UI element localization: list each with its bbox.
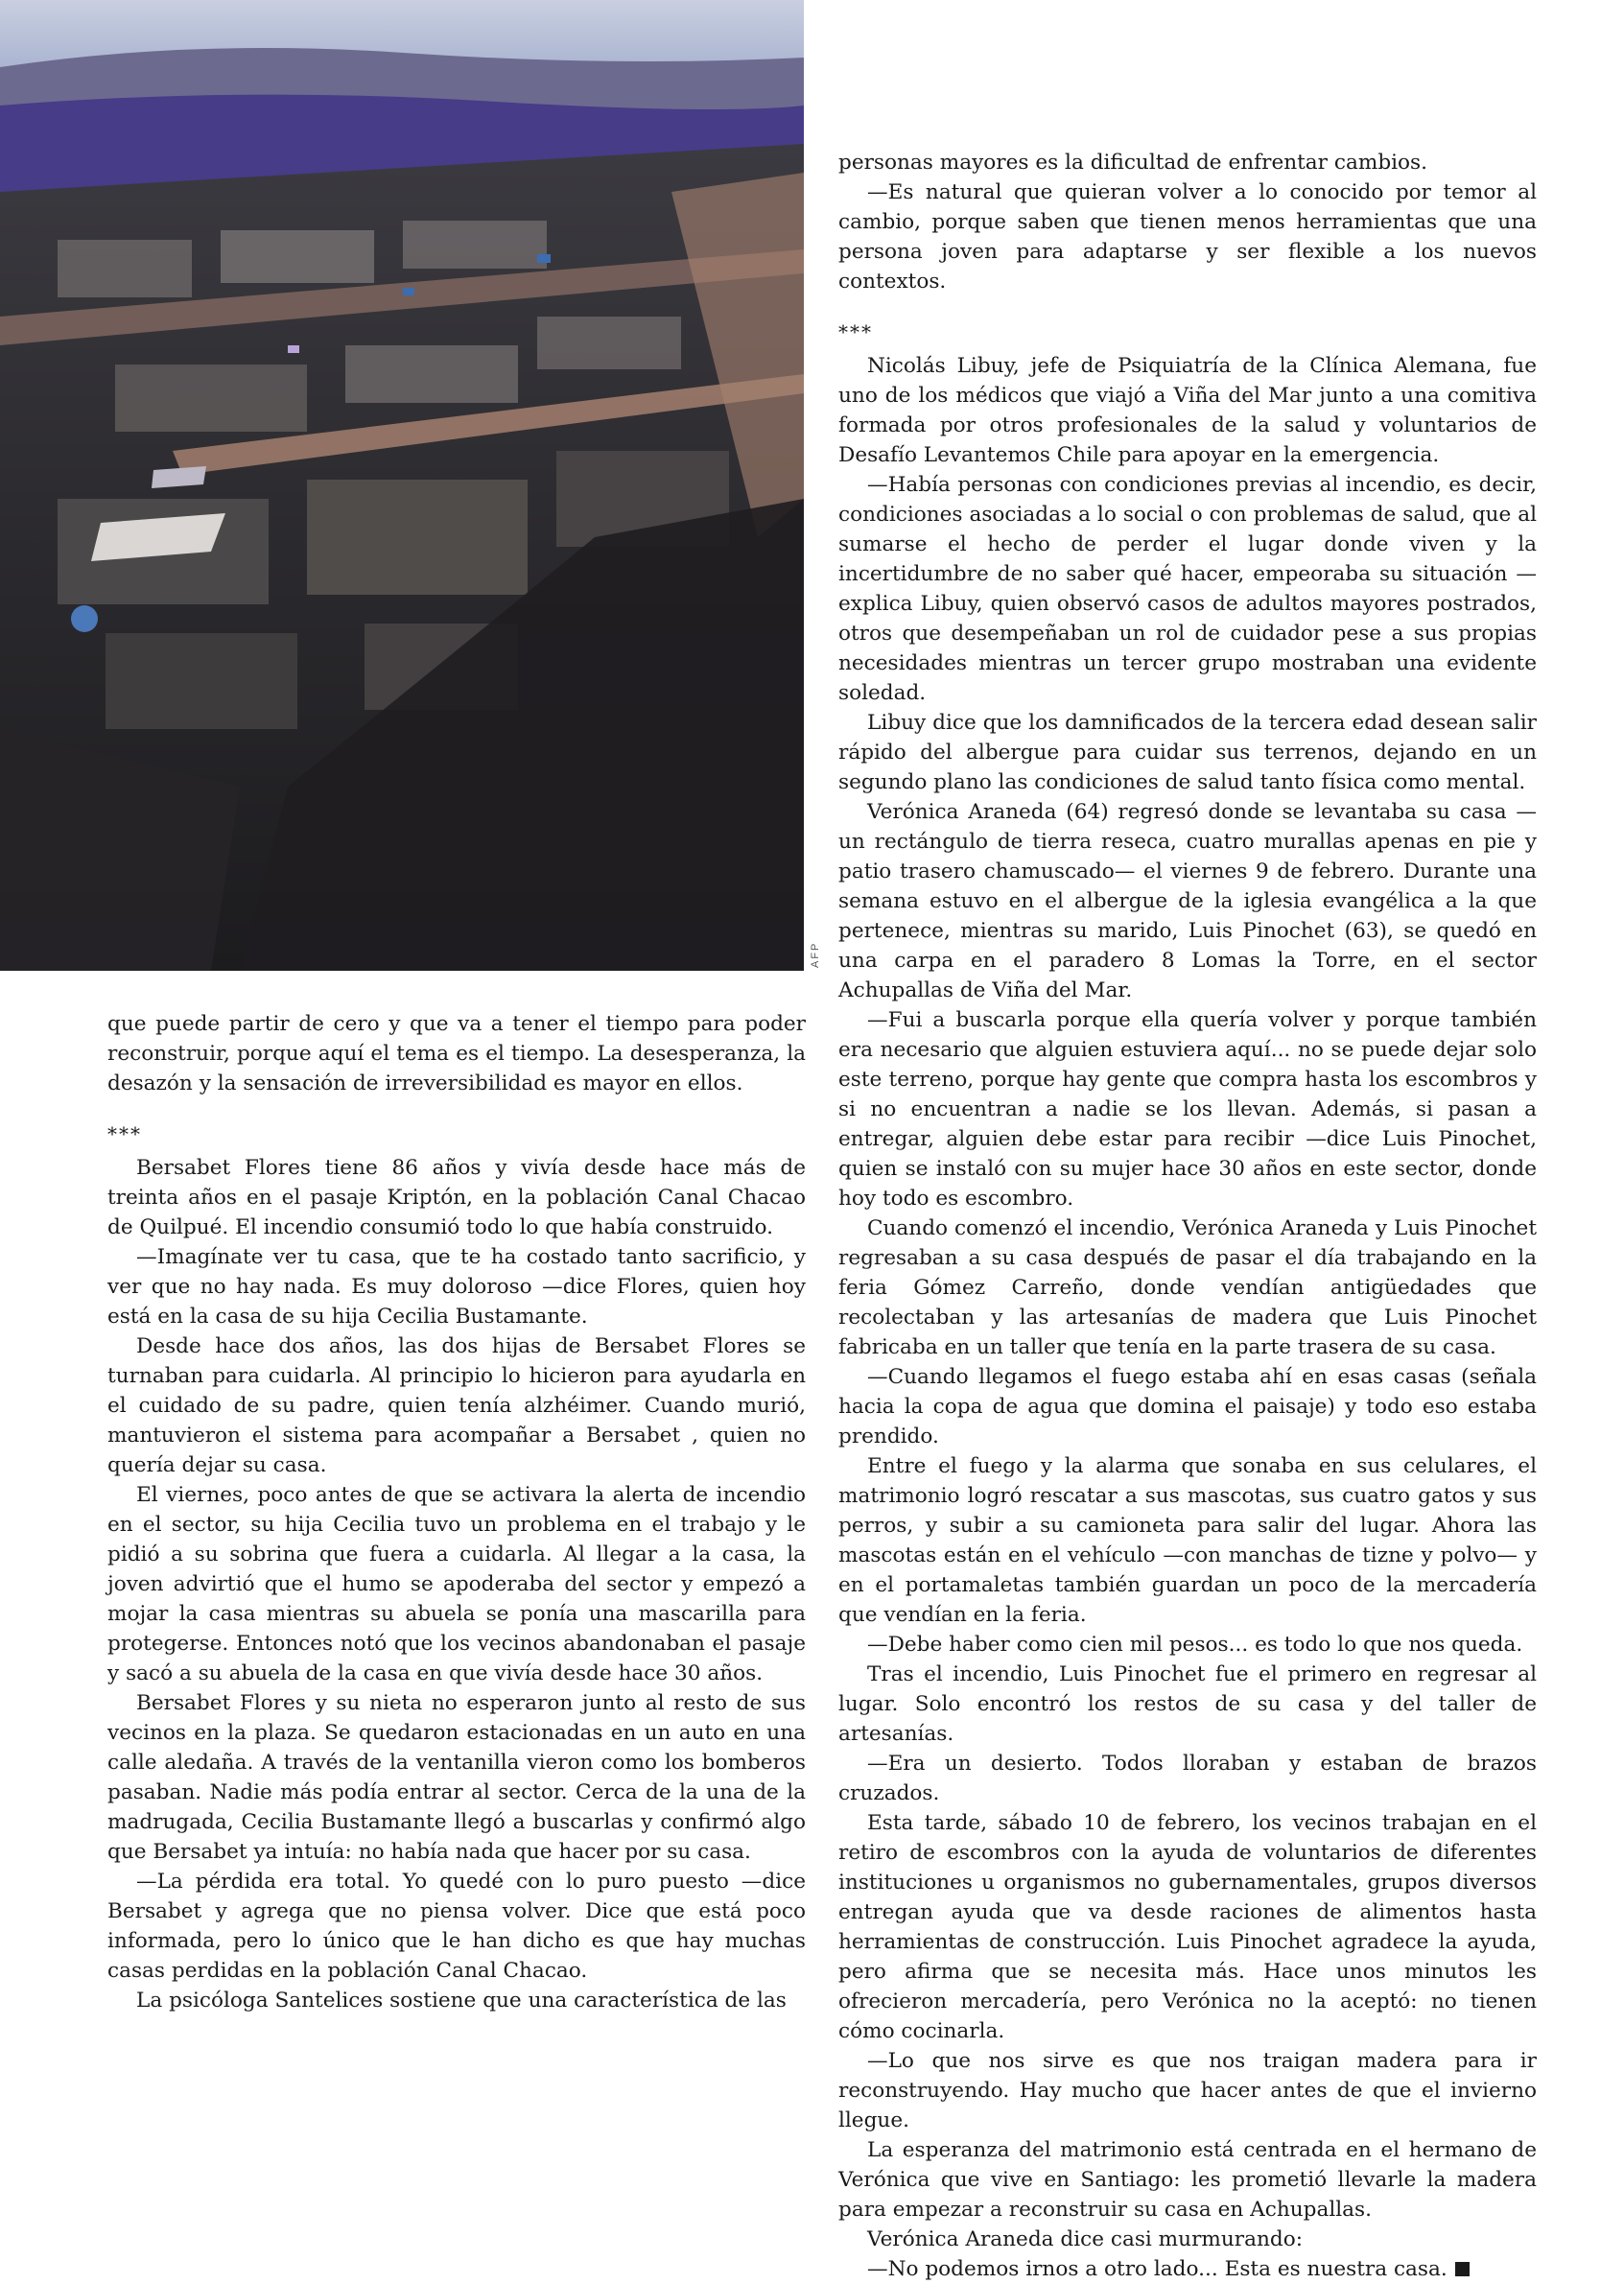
paragraph: —Había personas con condiciones previas al incendio, es decir, condiciones asociadas a lo social o con problemas de salud, que al sumarse el hecho de perder el lugar donde viven y la incertidumbre de no saber qué hacer, empeoraba su situación —explica Libuy, quien observó casos de adultos mayores postrados, otros que desempeñaban un rol de cuidador pese a sus propias necesidades mientras un tercer grupo mostraban una evidente soledad. [838, 473, 1537, 705]
article-left-column [107, 1009, 806, 2015]
paragraph: Bersabet Flores tiene 86 años y vivía desde hace más de treinta años en el pasaje Kriptón, en la población Canal Chacao de Quilpué. El incendio consumió todo lo que había construido. [107, 1156, 806, 1239]
paragraph: —Es natural que quieran volver a lo conocido por temor al cambio, porque saben que tienen menos herramientas que una persona joven para adaptarse y ser flexible a los nuevos contextos. [838, 180, 1537, 294]
paragraph: La psicóloga Santelices sostiene que una característica de las [136, 1989, 787, 2013]
end-of-article-icon [1455, 2262, 1470, 2276]
burned-hillside-photo [0, 0, 804, 971]
paragraph: —Era un desierto. Todos lloraban y estaban de brazos cruzados. [838, 1752, 1537, 1805]
photo-illustration [0, 0, 804, 971]
paragraph-final [838, 2254, 1537, 2284]
paragraph: Verónica Araneda (64) regresó donde se levantaba su casa —un rectángulo de tierra reseca, cuatro murallas apenas en pie y patio trasero chamuscado— el viernes 9 de febrero. Durante una semana estuvo en el albergue de la iglesia evangélica a la que pertenece, mientras su marido, Luis Pinochet (63), se quedó en una carpa en el paradero 8 Lomas la Torre, en el sector Achupallas de Viña del Mar. [838, 800, 1537, 1002]
paragraph: —Lo que nos sirve es que nos traigan madera para ir reconstruyendo. Hay mucho que hacer antes de que el invierno llegue. [838, 2049, 1537, 2132]
paragraph: que puede partir de cero y que va a tener el tiempo para poder reconstruir, porque aquí el tema es el tiempo. La desesperanza, la desazón y la sensación de irreversibilidad es mayor en ellos. [107, 1012, 806, 1095]
final-quote: —No podemos irnos a otro lado... Esta es nuestra casa. [867, 2257, 1447, 2281]
article-right-column [838, 148, 1537, 2284]
paragraph: —Imagínate ver tu casa, que te ha costado tanto sacrificio, y ver que no hay nada. Es muy doloroso —dice Flores, quien hoy está en la casa de su hija Cecilia Bustamante. [107, 1245, 806, 1329]
paragraph: —Fui a buscarla porque ella quería volver y porque también era necesario que alguien estuviera aquí... no se puede dejar solo este terreno, porque hay gente que compra hasta los escombros y si no encuentran a nadie se los llevan. Además, si pasan a entregar, alguien debe estar para recibir —dice Luis Pinochet, quien se instaló con su mujer hace 30 años en este sector, donde hoy todo es escombro. [838, 1008, 1537, 1211]
paragraph: —Debe haber como cien mil pesos... es todo lo que nos queda. [867, 1633, 1523, 1657]
paragraph: Tras el incendio, Luis Pinochet fue el primero en regresar al lugar. Solo encontró los restos de su casa y del taller de artesanías. [838, 1662, 1537, 1746]
paragraph: Bersabet Flores y su nieta no esperaron junto al resto de sus vecinos en la plaza. Se quedaron estacionadas en un auto en una calle aledaña. A través de la ventanilla vieron como los bomberos pasaban. Nadie más podía entrar al sector. Cerca de la una de la madrugada, Cecilia Bustamante llegó a buscarlas y confirmó algo que Bersabet ya intuía: no había nada que hacer por su casa. [107, 1691, 806, 1864]
paragraph: —Cuando llegamos el fuego estaba ahí en esas casas (señala hacia la copa de agua que domina el paisaje) y todo eso estaba prendido. [838, 1365, 1537, 1448]
photo-credit: AFP [810, 941, 821, 968]
paragraph: Cuando comenzó el incendio, Verónica Araneda y Luis Pinochet regresaban a su casa después de pasar el día trabajando en la feria Gómez Carreño, donde vendían antigüedades que recolectaban y las artesanías de madera que Luis Pinochet fabricaba en un taller que tenía en la parte trasera de su casa. [838, 1216, 1537, 1359]
paragraph: Desde hace dos años, las dos hijas de Bersabet Flores se turnaban para cuidarla. Al principio lo hicieron para ayudarla en el cuidado de su padre, quien tenía alzhéimer. Cuando murió, mantuvieron el sistema para acompañar a Bersabet , quien no quería dejar su casa. [107, 1334, 806, 1477]
paragraph: —La pérdida era total. Yo quedé con lo puro puesto —dice Bersabet y agrega que no piensa volver. Dice que está poco informada, pero lo único que le han dicho es que hay muchas casas perdidas en la población Canal Chacao. [107, 1870, 806, 1983]
section-separator: *** [838, 320, 873, 343]
paragraph: El viernes, poco antes de que se activara la alerta de incendio en el sector, su hija Cecilia tuvo un problema en el trabajo y le pidió a su sobrina que fuera a cuidarla. Al llegar a la casa, la joven advirtió que el humo se apoderaba del sector y empezó a mojar la casa mientras su abuela se ponía una mascarilla para protegerse. Entonces notó que los vecinos abandonaban el pasaje y sacó a su abuela de la casa en que vivía desde hace 30 años. [107, 1483, 806, 1685]
paragraph: personas mayores es la dificultad de enfrentar cambios. [838, 151, 1427, 175]
paragraph: Verónica Araneda dice casi murmurando: [867, 2227, 1303, 2251]
section-separator: *** [107, 1122, 142, 1145]
paragraph: Entre el fuego y la alarma que sonaba en sus celulares, el matrimonio logró rescatar a sus mascotas, sus cuatro gatos y sus perros, y subir a su camioneta para salir del lugar. Ahora las mascotas están en el vehículo —con manchas de tizne y polvo— y en el portamaletas también guardan un poco de la mercadería que vendían en la feria. [838, 1454, 1537, 1627]
paragraph: Esta tarde, sábado 10 de febrero, los vecinos trabajan en el retiro de escombros con la ayuda de voluntarios de diferentes instituciones u organismos no gubernamentales, grupos diversos entregan ayuda que va desde raciones de alimentos hasta herramientas de construcción. Luis Pinochet agradece la ayuda, pero afirma que se necesita más. Hace unos minutos les ofrecieron mercadería, pero Verónica no la aceptó: no tienen cómo cocinarla. [838, 1811, 1537, 2043]
paragraph: Libuy dice que los damnificados de la tercera edad desean salir rápido del albergue para cuidar sus terrenos, dejando en un segundo plano las condiciones de salud tanto física como mental. [838, 711, 1537, 794]
paragraph: La esperanza del matrimonio está centrada en el hermano de Verónica que vive en Santiago: les prometió llevarle la madera para empezar a reconstruir su casa en Achupallas. [838, 2138, 1537, 2222]
paragraph: Nicolás Libuy, jefe de Psiquiatría de la Clínica Alemana, fue uno de los médicos que viajó a Viña del Mar junto a una comitiva formada por otros profesionales de la salud y voluntarios de Desafío Levantemos Chile para apoyar en la emergencia. [838, 354, 1537, 467]
